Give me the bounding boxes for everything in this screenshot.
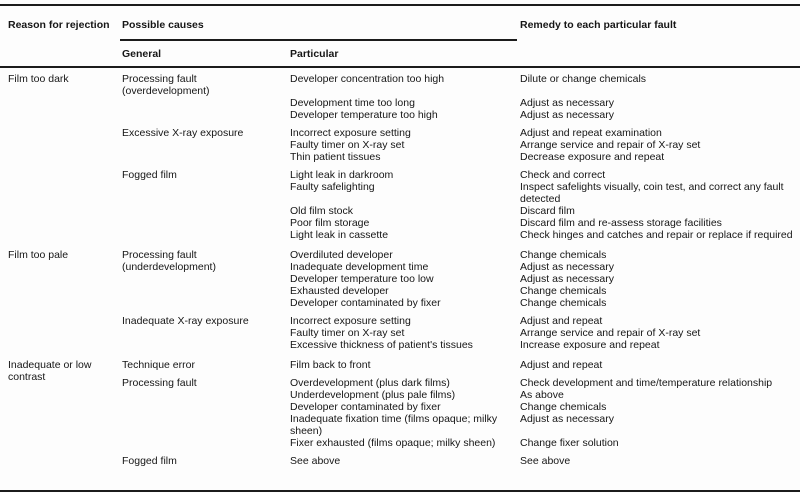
cause-item (290, 297, 800, 309)
particular-cell: Fixer exhausted (films opaque; milky sheen) (290, 436, 496, 449)
cause-groups (122, 249, 800, 351)
cause-item (290, 437, 800, 449)
particular-cell: Underdevelopment (plus pale films) (290, 388, 456, 401)
remedy-cell: Change chemicals (520, 296, 607, 309)
remedy-cell: Discard film (520, 204, 575, 217)
particular-cell: Faulty safelighting (290, 180, 375, 193)
remedy-cell: Check development and time/temperature relationship (520, 376, 773, 389)
cause-items (290, 377, 800, 449)
sub-headers (122, 48, 520, 60)
cause-item (290, 229, 800, 241)
particular-cell: Thin patient tissues (290, 150, 381, 163)
remedy-cell: Discard film and re-assess storage facilities (520, 216, 722, 229)
particular-cell: Exhausted developer (290, 284, 389, 297)
cause-item (290, 261, 800, 273)
cause-items (290, 127, 800, 163)
particular-column-header: Particular (290, 47, 339, 60)
cause-item (290, 377, 800, 389)
cause-group (122, 127, 800, 163)
cause-item (290, 339, 800, 351)
remedy-cell: Decrease exposure and repeat (520, 150, 665, 163)
remedy-cell: As above (520, 388, 564, 401)
remedy-cell: Change chemicals (520, 248, 607, 261)
cause-group (122, 73, 800, 121)
cause-item (290, 109, 800, 121)
cause-item (290, 315, 800, 327)
reason-column-header: Reason for rejection (8, 19, 110, 31)
table-body (0, 73, 800, 467)
cause-items (290, 315, 800, 351)
general-cell: Processing fault (overdevelopment) (122, 72, 210, 97)
cause-item (290, 151, 800, 163)
remedy-cell: Change chemicals (520, 284, 607, 297)
cause-item (290, 327, 800, 339)
remedy-cell: Adjust as necessary (520, 260, 614, 273)
cause-group (122, 377, 800, 449)
cause-group (122, 315, 800, 351)
particular-cell: Inadequate fixation time (films opaque; milky sheen) (290, 412, 498, 437)
particular-cell: Inadequate development time (290, 260, 429, 273)
reason-cell: Film too pale (8, 248, 69, 261)
particular-cell: Developer temperature too high (290, 108, 438, 121)
remedy-cell: Adjust as necessary (520, 96, 614, 109)
particular-cell: Film back to front (290, 358, 371, 371)
remedy-cell: Arrange service and repair of X-ray set (520, 326, 701, 339)
remedy-cell: Arrange service and repair of X-ray set (520, 138, 701, 151)
particular-cell: Incorrect exposure setting (290, 126, 411, 139)
general-cell: Fogged film (122, 168, 177, 181)
particular-cell: Faulty timer on X-ray set (290, 138, 405, 151)
cause-group (122, 359, 800, 371)
cause-item (290, 249, 800, 261)
cause-item (290, 273, 800, 285)
remedy-cell: Increase exposure and repeat (520, 338, 660, 351)
cause-item (290, 285, 800, 297)
cause-items (290, 73, 800, 121)
particular-cell: Developer contaminated by fixer (290, 296, 441, 309)
particular-cell: Developer temperature too low (290, 272, 434, 285)
cause-items (290, 359, 800, 371)
cause-item (290, 389, 800, 401)
remedy-column-header: Remedy to each particular fault (520, 19, 677, 31)
possible-causes-header: Possible causes (122, 19, 204, 31)
cause-item (290, 359, 800, 371)
remedy-cell: Adjust as necessary (520, 108, 614, 121)
cause-item (290, 401, 800, 413)
particular-cell: Excessive thickness of patient's tissues (290, 338, 473, 351)
general-cell: Processing fault (122, 376, 197, 389)
remedy-cell: Change fixer solution (520, 436, 619, 449)
particular-cell: Light leak in darkroom (290, 168, 394, 181)
remedy-cell: Adjust and repeat examination (520, 126, 662, 139)
particular-cell: Old film stock (290, 204, 354, 217)
remedy-cell: Change chemicals (520, 400, 607, 413)
cause-groups (122, 73, 800, 241)
general-cell: Fogged film (122, 454, 177, 467)
cause-group (122, 455, 800, 467)
cause-item (290, 127, 800, 139)
remedy-cell: Check and correct (520, 168, 606, 181)
particular-cell: Developer concentration too high (290, 72, 445, 85)
particular-cell: Development time too long (290, 96, 415, 109)
cause-items (290, 169, 800, 241)
particular-cell: See above (290, 454, 341, 467)
remedy-cell: Dilute or change chemicals (520, 72, 647, 85)
remedy-cell: Adjust and repeat (520, 358, 603, 371)
cause-item (290, 139, 800, 151)
remedy-cell: Check hinges and catches and repair or replace if required (520, 228, 793, 241)
cause-groups (122, 359, 800, 467)
cause-item (290, 217, 800, 229)
possible-causes-underline (120, 39, 517, 41)
cause-item (290, 455, 800, 467)
cause-item (290, 97, 800, 109)
cause-item (290, 169, 800, 181)
particular-cell: Light leak in cassette (290, 228, 389, 241)
table-section (0, 249, 800, 351)
reason-cell: Film too dark (8, 72, 69, 85)
possible-causes-group-header (122, 19, 520, 60)
cause-group (122, 249, 800, 309)
table-section (0, 359, 800, 467)
remedy-cell: Adjust as necessary (520, 272, 614, 285)
particular-cell: Overdevelopment (plus dark films) (290, 376, 450, 389)
general-cell: Inadequate X-ray exposure (122, 314, 249, 327)
cause-item (290, 413, 800, 437)
table-header (0, 6, 800, 60)
cause-items (290, 455, 800, 467)
particular-cell: Faulty timer on X-ray set (290, 326, 405, 339)
cause-items (290, 249, 800, 309)
particular-cell: Poor film storage (290, 216, 370, 229)
particular-cell: Developer contaminated by fixer (290, 400, 441, 413)
cause-item (290, 73, 800, 85)
remedy-cell: Inspect safelights visually, coin test, and correct any fault detected (520, 180, 784, 205)
header-bottom-rule (0, 66, 800, 68)
particular-cell: Overdiluted developer (290, 248, 393, 261)
general-cell: Processing fault (underdevelopment) (122, 248, 216, 273)
general-cell: Excessive X-ray exposure (122, 126, 244, 139)
general-column-header: General (122, 47, 162, 60)
cause-item (290, 205, 800, 217)
cause-item (290, 181, 800, 205)
table-section (0, 73, 800, 241)
remedy-cell: See above (520, 454, 571, 467)
reason-cell: Inadequate or low contrast (8, 358, 92, 383)
remedy-cell: Adjust and repeat (520, 314, 603, 327)
cause-group (122, 169, 800, 241)
bottom-rule (0, 490, 800, 492)
remedy-cell: Adjust as necessary (520, 412, 614, 425)
particular-cell: Incorrect exposure setting (290, 314, 411, 327)
general-cell: Technique error (122, 358, 195, 371)
